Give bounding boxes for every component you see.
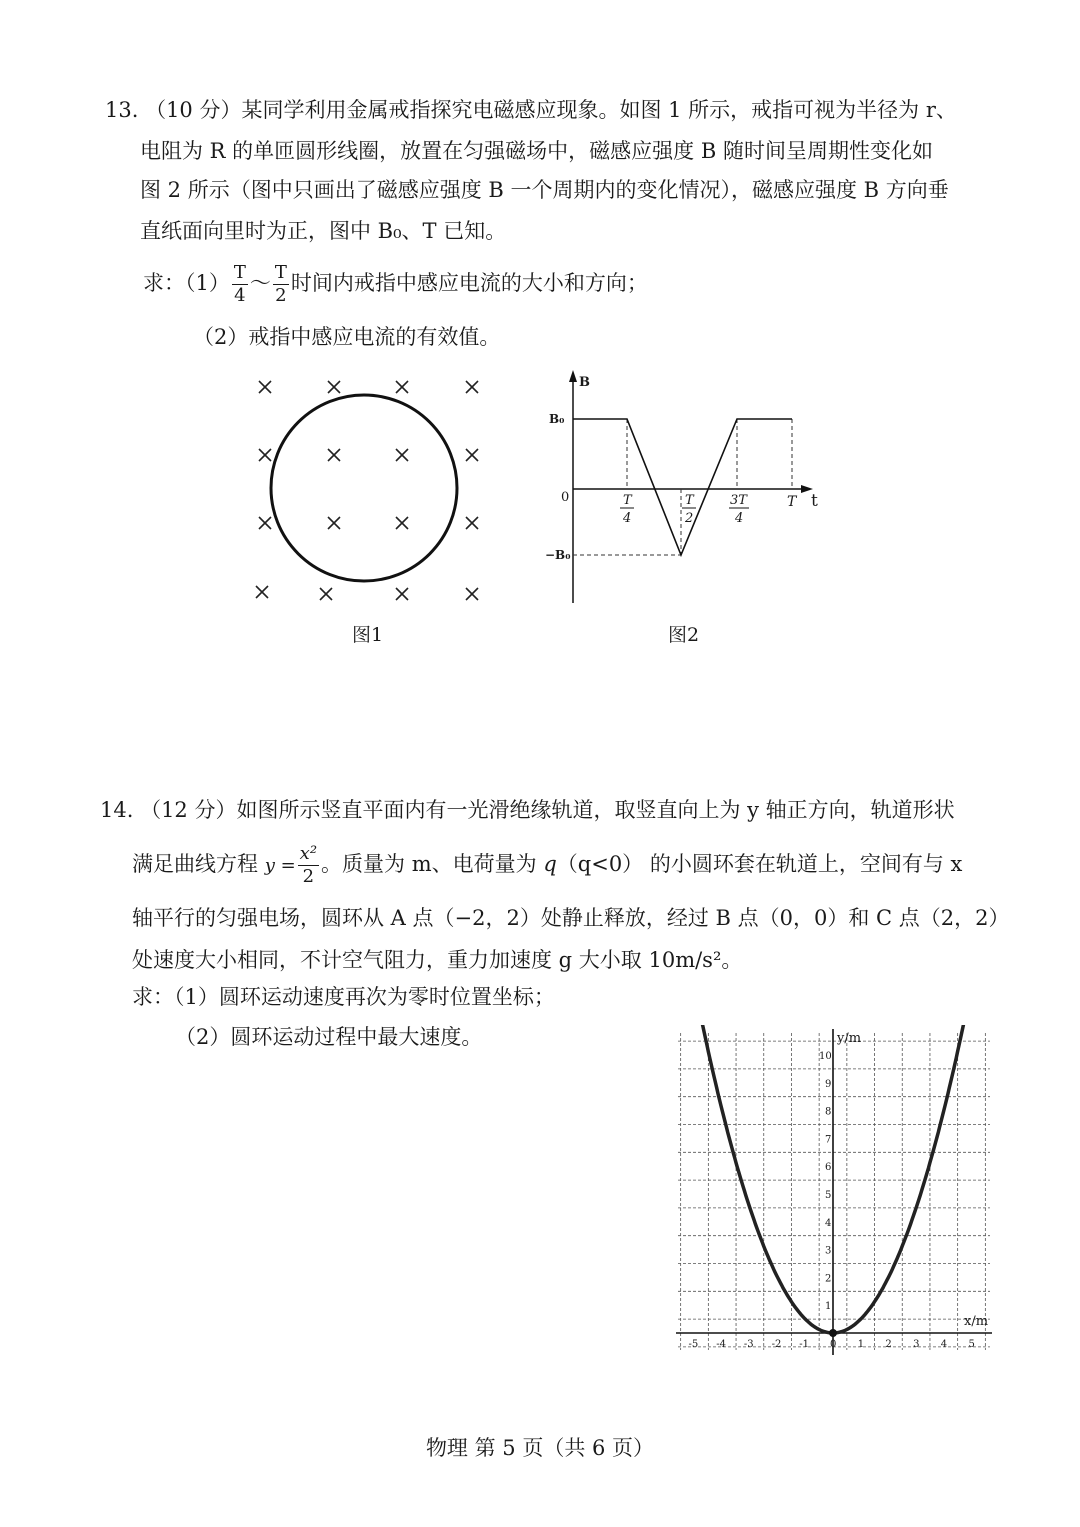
fig2-t-quarter-num: T xyxy=(623,493,632,508)
graph-axes xyxy=(676,1029,992,1355)
q13-ask-prefix: 求：（1） xyxy=(143,271,230,295)
fig2-x-label: t xyxy=(811,491,818,511)
q14-line-1: 14. （12 分）如图所示竖直平面内有一光滑绝缘轨道，取竖直向上为 y 轴正方向，轨道形状 xyxy=(100,798,955,822)
graph-y-label: y/m xyxy=(837,1031,862,1046)
q13-ask-1 xyxy=(143,262,648,307)
fig2-t-half-den: 2 xyxy=(685,511,694,526)
fig2-origin-label: 0 xyxy=(561,490,570,505)
field-cross-icon xyxy=(259,517,271,529)
fig2-t-half-num: T xyxy=(685,493,694,508)
x-tick-label: 1 xyxy=(857,1339,865,1350)
q14-line-2-b: 。质量为 m、电荷量为 xyxy=(321,852,537,876)
q14-line-4: 处速度大小相同，不计空气阻力，重力加速度 g 大小取 10m/s²。 xyxy=(132,948,743,972)
ring-circle xyxy=(271,395,457,581)
fig2-b0-label: B₀ xyxy=(549,412,565,426)
field-cross-icon xyxy=(466,381,478,393)
charge-symbol: q xyxy=(543,852,557,876)
q13-line-4: 直纸面向里时为正，图中 B₀、T 已知。 xyxy=(140,219,507,243)
x-tick-label: -2 xyxy=(771,1339,782,1350)
field-cross-marks xyxy=(256,381,478,600)
fig2-y-label: B xyxy=(579,375,590,390)
y-tick-label: 9 xyxy=(825,1078,832,1090)
y-tick-label: 1 xyxy=(825,1301,832,1313)
field-cross-icon xyxy=(396,517,408,529)
field-cross-icon xyxy=(328,381,340,393)
field-cross-icon xyxy=(396,381,408,393)
x-tick-label: 5 xyxy=(968,1339,975,1350)
field-cross-icon xyxy=(259,449,271,461)
q13-line-3: 图 2 所示（图中只画出了磁感应强度 B 一个周期内的变化情况），磁感应强度 B 方向垂 xyxy=(140,178,949,202)
y-tick-label: 7 xyxy=(825,1134,832,1146)
y-tick-label: 6 xyxy=(825,1162,832,1174)
q14-line-2-a: 满足曲线方程 xyxy=(132,852,258,876)
q13-ask-1-rest: 时间内戒指中感应电流的大小和方向； xyxy=(290,271,648,295)
field-cross-icon xyxy=(256,586,268,598)
field-cross-icon xyxy=(466,588,478,600)
y-tick-label: 4 xyxy=(825,1217,832,1229)
fig2-y-arrow xyxy=(569,370,577,382)
fig2-neg-b0-label: −B₀ xyxy=(545,548,571,562)
figure-2-caption: 图2 xyxy=(668,624,700,646)
x-tick-label: -3 xyxy=(743,1339,754,1350)
field-cross-icon xyxy=(396,588,408,600)
y-tick-label: 3 xyxy=(825,1245,832,1257)
figure-2-b-t-graph xyxy=(545,368,835,608)
q13-line-2: 电阻为 R 的单匝圆形线圈，放置在匀强磁场中，磁感应强度 B 随时间呈周期性变化如 xyxy=(140,139,933,163)
x-tick-label: -5 xyxy=(688,1339,699,1350)
y-tick-label: 8 xyxy=(825,1106,832,1118)
figure-1-ring-in-field xyxy=(240,365,500,615)
x-tick-label: 3 xyxy=(913,1339,920,1350)
fig2-t-period: T xyxy=(787,494,797,510)
parabola-graph xyxy=(672,1025,1000,1360)
fig2-b-curve xyxy=(573,419,792,555)
field-cross-icon xyxy=(320,588,332,600)
x-tick-label: 4 xyxy=(940,1339,948,1350)
q14-ask-2: （2）圆环运动过程中最大速度。 xyxy=(175,1025,483,1049)
y-tick-label: 2 xyxy=(825,1273,832,1285)
x-tick-label: 0 xyxy=(830,1339,837,1350)
graph-x-label: x/m xyxy=(964,1314,989,1329)
field-cross-icon xyxy=(396,449,408,461)
fig2-t-3q-den: 4 xyxy=(735,511,744,526)
fig2-t-3q-num: 3T xyxy=(730,493,747,508)
charge-condition: （q<0） xyxy=(556,852,644,876)
q13-ask-2: （2）戒指中感应电流的有效值。 xyxy=(193,325,501,349)
field-cross-icon xyxy=(259,381,271,393)
q13-line-1: 13. （10 分）某同学利用金属戒指探究电磁感应现象。如图 1 所示，戒指可视为半径为 r、 xyxy=(105,98,957,122)
y-tick-label: 10 xyxy=(819,1051,832,1062)
origin-dot xyxy=(829,1329,837,1337)
graph-grid xyxy=(678,1033,990,1350)
equation-fraction: $\frac{\text{x²}}{2}$ xyxy=(299,843,318,887)
tilde: ～ xyxy=(249,271,271,295)
x-tick-label: -4 xyxy=(716,1339,726,1350)
field-cross-icon xyxy=(466,449,478,461)
field-cross-icon xyxy=(466,517,478,529)
frac-t-over-4: $\frac{T}{4}$ xyxy=(233,262,246,306)
page-footer: 物理 第 5 页（共 6 页） xyxy=(425,1436,655,1460)
frac-t-over-2: $\frac{T}{2}$ xyxy=(274,262,287,306)
q14-line-3: 轴平行的匀强电场，圆环从 A 点（−2，2）处静止释放，经过 B 点（0，0）和 C 点（2，2） xyxy=(132,906,1010,930)
field-cross-icon xyxy=(328,517,340,529)
graph-tick-labels xyxy=(689,1051,975,1350)
q14-line-2 xyxy=(132,843,962,888)
fig2-dashed-guides xyxy=(573,419,792,555)
q14-ask-1: 求：（1）圆环运动速度再次为零时位置坐标； xyxy=(132,985,555,1009)
x-tick-label: 2 xyxy=(885,1339,892,1350)
fig2-t-quarter-den: 4 xyxy=(623,511,632,526)
y-tick-label: 5 xyxy=(825,1190,832,1201)
figure-1-caption: 图1 xyxy=(352,624,384,646)
equation-lhs: y = xyxy=(264,855,296,876)
x-tick-label: -1 xyxy=(799,1339,810,1350)
q14-line-2-c: 的小圆环套在轨道上，空间有与 x xyxy=(649,852,963,876)
field-cross-icon xyxy=(328,449,340,461)
